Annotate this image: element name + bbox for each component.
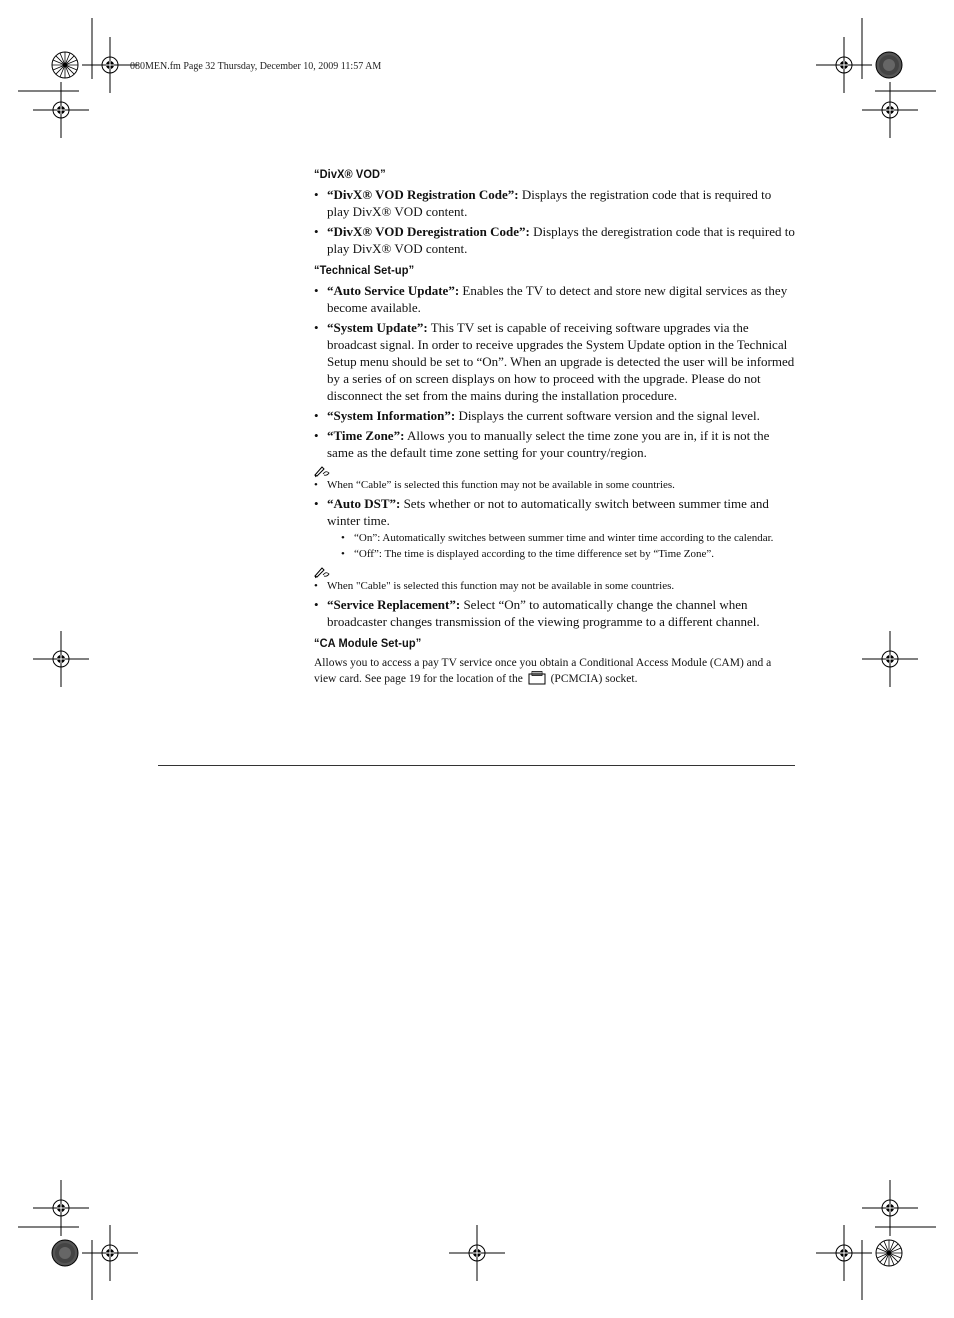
list-item: • “Service Replacement”: Select “On” to automatically change the channel when broadcaster changes transmission of the viewing programme to a different channel.: [314, 596, 795, 630]
note-text: • When "Cable" is selected this function may not be available in some countries.: [314, 579, 795, 593]
auto-dst-sublist: [327, 531, 795, 562]
ca-module-paragraph: Allows you to access a pay TV service once you obtain a Conditional Access Module (CAM) and a view card. See page 19 for the location of the (PCMCIA) socket.: [314, 657, 772, 685]
section-technical: [314, 263, 795, 630]
section-title-ca-module: “CA Module Set-up”: [314, 636, 422, 650]
list-item: • “System Information”: Displays the current software version and the signal level.: [314, 407, 795, 424]
technical-list: [314, 282, 795, 461]
section-title-technical: “Technical Set-up”: [314, 263, 415, 277]
section-ca-module: [314, 636, 795, 687]
list-item: • “Auto Service Update”: Enables the TV to detect and store new digital services as they become available.: [314, 282, 795, 316]
list-item: • “DivX® VOD Registration Code”: Displays the registration code that is required to play DivX® VOD content.: [314, 186, 795, 220]
section-divx: [314, 167, 795, 257]
pencil-note-icon: [314, 464, 332, 478]
list-item: • “Auto DST”: Sets whether or not to automatically switch between summer time and winter time. • “On”: Automatically switches between summer time and winter time according to the calendar. • “Off”: The time is displayed according to the time difference set by “Time Zone”.: [314, 495, 795, 562]
section-title-divx: “DivX® VOD”: [314, 167, 386, 181]
list-item: • “Time Zone”: Allows you to manually select the time zone you are in, if it is not the same as the default time zone setting for your country/region.: [314, 427, 795, 461]
sub-list-item: • “Off”: The time is displayed according to the time difference set by “Time Zone”.: [327, 547, 795, 562]
sub-list-item: • “On”: Automatically switches between summer time and winter time according to the calendar.: [327, 531, 795, 546]
page-content: [314, 167, 795, 693]
pcmcia-slot-icon: [528, 671, 546, 685]
list-item: • “System Update”: This TV set is capable of receiving software upgrades via the broadcast signal. In order to receive upgrades the System Update option in the Technical Setup menu should be set to “On”. When an upgrade is detected the user will be informed by a series of on screen displays on how to proceed with the upgrade. Please do not disconnect the set from the mains during the installation procedure.: [314, 319, 795, 404]
divx-list: [314, 186, 795, 257]
note-text: • When “Cable” is selected this function may not be available in some countries.: [314, 478, 795, 492]
file-header: 080MEN.fm Page 32 Thursday, December 10, 2009 11:57 AM: [130, 61, 382, 72]
pencil-note-icon: [314, 565, 332, 579]
technical-list-service: [314, 596, 795, 630]
technical-list-dst: [314, 495, 795, 562]
list-item: • “DivX® VOD Deregistration Code”: Displays the deregistration code that is required to play DivX® VOD content.: [314, 223, 795, 257]
page-divider: [158, 765, 795, 766]
